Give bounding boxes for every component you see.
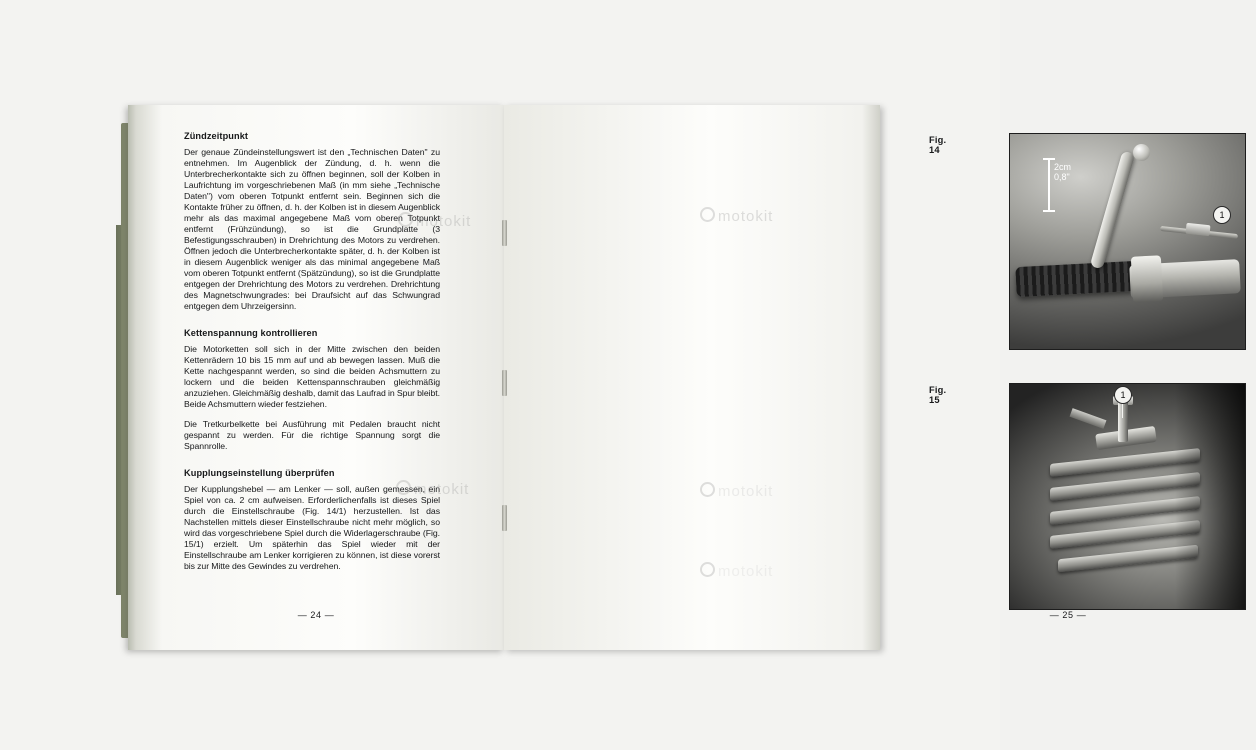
figure-image-14 (1009, 133, 1246, 350)
page-number-right: — 25 — (1049, 610, 1087, 620)
paragraph-kettenspannung-2: Die Tretkurbelkette bei Ausführung mit Pedalen braucht nicht gespannt zu werden. Für die richtige Spannung sorgt die Spannrolle. (184, 418, 440, 452)
photo-handlebar-clutch-lever (1010, 134, 1245, 349)
left-page-text-column (184, 131, 440, 572)
callout-marker-1: 1 (1213, 206, 1231, 224)
section-heading-kettenspannung: Kettenspannung kontrollieren (184, 328, 318, 339)
binding-staple (502, 370, 507, 396)
watermark-text: motokit (414, 481, 470, 498)
pedal-arm (1070, 408, 1107, 429)
left-page (128, 105, 504, 650)
abutment-screw (1118, 398, 1128, 442)
binding-staple (502, 220, 507, 246)
watermark-text: motokit (416, 213, 472, 230)
spacer (184, 321, 440, 328)
paragraph-kupplungseinstellung: Der Kupplungshebel — am Lenker — soll, außen gemessen, ein Spiel von ca. 2 cm aufweisen. Erforderlichenfalls ist dieses Spiel durch die Einstellschraube (Fig. 14/1) herzustellen. Ist das Nachstellen mittels dieser Einstellschraube nicht mehr möglich, so wird das vorgeschriebene Spiel durch die Widerlagerschraube (Fig. 15/1) erzielt. Um späterhin das Spiel wieder mit der Einstellschraube am Lenker korrigieren zu können, ist diese vorerst bis zur Mitte des Gewindes zu verdrehen. (184, 483, 440, 571)
photo-engine-abutment-screw (1010, 384, 1245, 609)
adjusting-screw (1185, 223, 1210, 236)
figure-label-14: Fig. 14 (929, 135, 947, 155)
lever-clamp (1131, 255, 1163, 303)
paragraph-kettenspannung-1: Die Motorketten soll sich in der Mitte zwischen den beiden Kettenrädern 10 bis 15 mm auf und ab bewegen lassen. Muß die Kette nachgespannt werden, so sind die beiden Achsmuttern zu lockern und die beiden Kettenspannschrauben gleichmäßig anzuziehen. Gleichmäßig deshalb, damit das Laufrad in Spur bleibt. Beide Achsmuttern wieder festziehen. (184, 343, 440, 409)
dimension-annotation (1054, 162, 1071, 183)
clutch-lever (1090, 151, 1136, 270)
figure-label-15: Fig. 15 (929, 385, 947, 405)
dimension-line-icon (1048, 158, 1050, 212)
photo-shadow (1175, 384, 1245, 609)
figure-image-15 (1009, 383, 1246, 610)
section-heading-kupplungseinstellung: Kupplungseinstellung überprüfen (184, 468, 335, 479)
callout-leader-line (1122, 402, 1123, 418)
watermark-text: motokit (718, 563, 774, 580)
lever-ball-end (1133, 144, 1150, 161)
page-number-left: — 24 — (297, 610, 335, 620)
dimension-value-alt: 0,8" (1054, 172, 1070, 183)
spacer (184, 461, 440, 468)
section-heading-zuendzeitpunkt: Zündzeitpunkt (184, 131, 249, 141)
paragraph-zuendzeitpunkt: Der genaue Zündeinstellungswert ist den „Technischen Daten" zu entnehmen. Im Augenblick der Zündung, d. h. wenn die Unterbrecherkontakte sich zu öffnen beginnen, soll der Kolben in Laufrichtung im vorgeschriebenen Maß (in mm siehe „Technische Daten") vom oberen Totpunkt entfernt sein. Beginnen sich die Kontakte früher zu öffnen, d. h. der Kolben ist in diesem Augenblick mehr als das maximal angegebene Maß vom oberen Totpunkt entfernt (Frühzündung), so ist die Grundplatte (3 Befestigungsschrauben) in Drehrichtung des Motors zu verdrehen. Öffnen jedoch die Unterbrecherkontakte später, d. h. der Kolben ist in diesem Augenblick weniger als das minimal angegebene Maß vom oberen Totpunkt entfernt (Spätzündung), so ist die Grundplatte entgegen der Drehrichtung des Motors zu verdrehen. Drehrichtung des Magnetschwungrades: bei Draufsicht auf das Schwungrad entgegen dem Uhrzeigersinn. (184, 146, 440, 312)
dimension-value: 2cm (1054, 162, 1072, 172)
callout-marker-1: 1 (1114, 386, 1132, 404)
watermark-text: motokit (718, 483, 774, 500)
open-booklet (128, 105, 1225, 650)
binding-staple (502, 505, 507, 531)
right-page (504, 105, 1225, 650)
handlebar-grip (1015, 261, 1136, 297)
watermark-text: motokit (718, 208, 774, 225)
